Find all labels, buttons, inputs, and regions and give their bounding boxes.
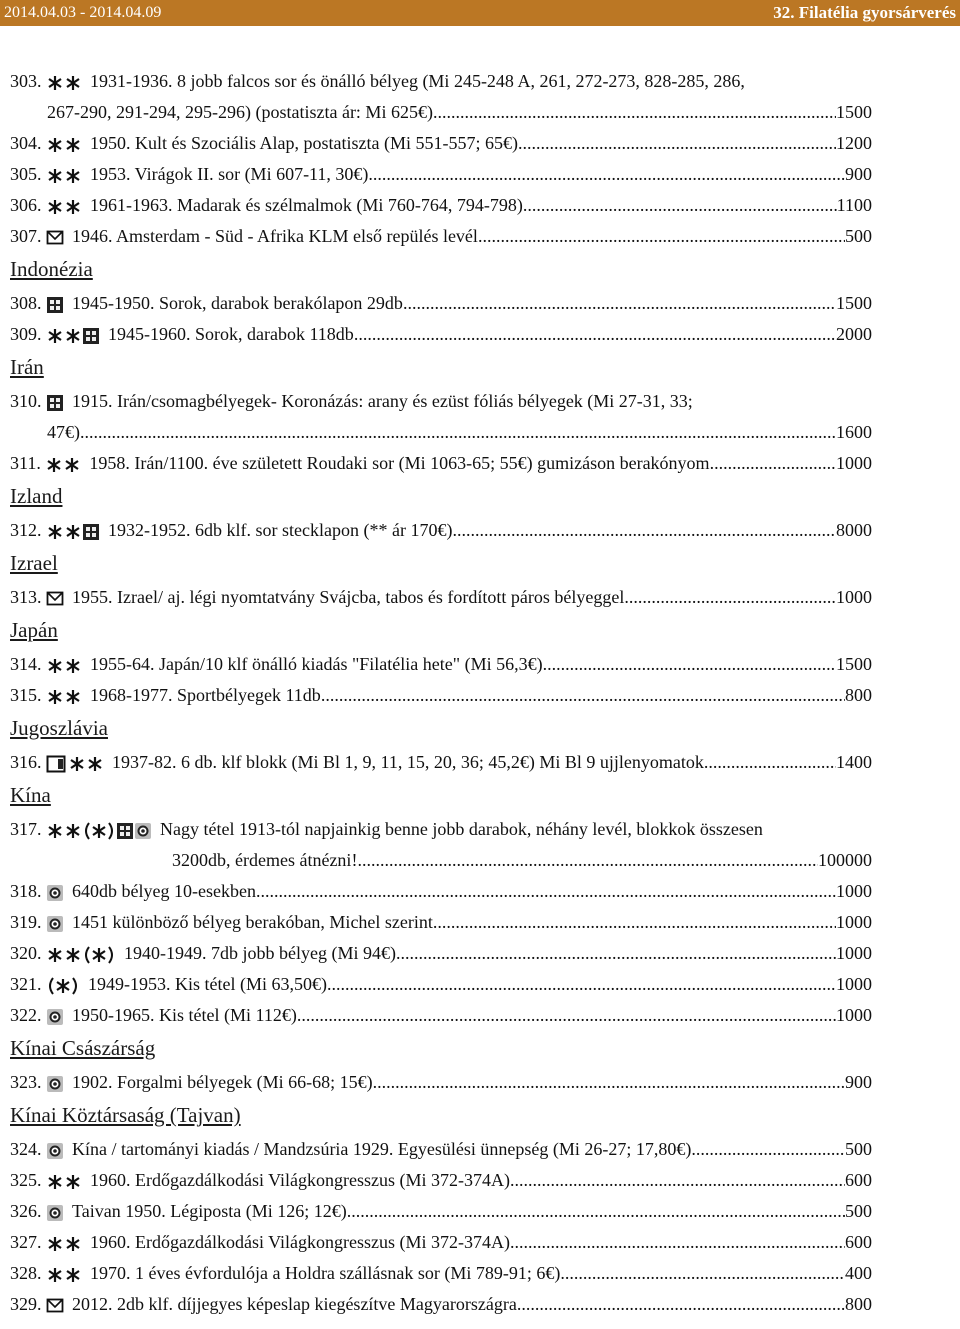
lot-row xyxy=(10,319,872,350)
mint-never-hinged-icon xyxy=(46,821,82,841)
leader-dots xyxy=(368,159,845,190)
lot-description: 1968-1977. Sportbélyegek 11db xyxy=(90,685,321,705)
lot-price: 600 xyxy=(845,1170,872,1190)
lot-number: 304. xyxy=(10,133,46,153)
hinged-icon xyxy=(82,821,116,841)
used-cancelled-icon xyxy=(46,1203,64,1223)
lot-icons xyxy=(46,1289,64,1320)
leader-dots xyxy=(256,876,836,907)
lot-row xyxy=(10,386,872,417)
leader-dots xyxy=(518,128,836,159)
lot-price: 100000 xyxy=(818,850,872,870)
lot-icons xyxy=(46,288,64,319)
leader-dots xyxy=(396,938,836,969)
lot-number: 315. xyxy=(10,685,46,705)
lot-row xyxy=(10,876,872,907)
country-heading: Kínai Császárság xyxy=(10,1036,156,1060)
lot-row xyxy=(10,128,872,159)
lot-price: 400 xyxy=(845,1263,872,1283)
used-cancelled-icon xyxy=(46,1141,64,1161)
lot-row xyxy=(10,649,872,680)
lot-price: 1600 xyxy=(836,422,872,442)
lot-icons xyxy=(46,1000,64,1031)
lot-price: 1000 xyxy=(836,1005,872,1025)
mint-never-hinged-icon xyxy=(46,73,82,93)
leader-dots xyxy=(354,319,836,350)
lot-description: 1950. Kult és Szociális Alap, postatiszta (Mi 551-557; 65€) xyxy=(90,133,518,153)
lot-row-continuation xyxy=(10,417,872,448)
leader-dots xyxy=(523,190,837,221)
lot-description: 1945-1950. Sorok, darabok berakólapon 29db xyxy=(72,293,403,313)
lot-icons xyxy=(45,448,81,479)
lot-description: 1915. Irán/csomagbélyegek- Koronázás: arany és ezüst fóliás bélyegek (Mi 27-31, 33; xyxy=(72,391,693,411)
lot-row xyxy=(10,448,872,479)
lot-price: 600 xyxy=(845,1232,872,1252)
lot-description: 1953. Virágok II. sor (Mi 607-11, 30€) xyxy=(90,164,369,184)
mint-never-hinged-icon xyxy=(46,326,82,346)
lot-row xyxy=(10,1165,872,1196)
lot-number: 305. xyxy=(10,164,46,184)
lot-description: Taivan 1950. Légiposta (Mi 126; 12€) xyxy=(72,1201,347,1221)
lot-description: 47€)... xyxy=(47,422,94,442)
lot-description: 1960. Erdőgazdálkodási Világkongresszus (Mi 372-374A) xyxy=(90,1232,511,1252)
leader-dots xyxy=(327,969,836,1000)
lot-description: 1945-1960. Sorok, darabok 118db xyxy=(108,324,354,344)
used-cancelled-icon xyxy=(46,914,64,934)
lot-price: 1500 xyxy=(836,293,872,313)
lot-number: 312. xyxy=(10,520,46,540)
lot-number: 316. xyxy=(10,752,46,772)
lot-number: 307. xyxy=(10,226,46,246)
lot-price: 1100 xyxy=(836,195,872,215)
leader-dots xyxy=(94,417,837,448)
lot-price: 1400 xyxy=(836,752,872,772)
lot-description: 1932-1952. 6db klf. sor stecklapon (** ár 170€) xyxy=(108,520,453,540)
page-header xyxy=(0,0,960,26)
mint-never-hinged-icon xyxy=(46,166,82,186)
used-cancelled-icon xyxy=(134,821,152,841)
lot-icons xyxy=(46,159,82,190)
lot-description: 1960. Erdőgazdálkodási Világkongresszus (Mi 372-374A) xyxy=(90,1170,511,1190)
cover-envelope-icon xyxy=(46,589,64,609)
lot-icons xyxy=(46,649,82,680)
lot-row xyxy=(10,907,872,938)
country-heading: Kínai Köztársaság (Tajvan) xyxy=(10,1103,241,1127)
lot-row xyxy=(10,582,872,613)
lot-row xyxy=(10,1227,872,1258)
lot-description: 1931-1936. 8 jobb falcos sor és önálló bélyeg (Mi 245-248 A, 261, 272-273, 828-285, 286, xyxy=(90,71,745,91)
leader-dots xyxy=(403,288,836,319)
used-cancelled-icon xyxy=(46,1007,64,1027)
lot-number: 325. xyxy=(10,1170,46,1190)
leader-dots xyxy=(510,1227,845,1258)
lot-row xyxy=(10,814,872,845)
lot-icons xyxy=(46,1134,64,1165)
cover-envelope-icon xyxy=(46,228,64,248)
lot-number: 321. xyxy=(10,974,46,994)
lot-row xyxy=(10,1134,872,1165)
lot-price: 1500 xyxy=(836,102,872,122)
lot-icons xyxy=(46,319,100,350)
lot-number: 328. xyxy=(10,1263,46,1283)
lot-number: 314. xyxy=(10,654,46,674)
lot-price: 800 xyxy=(845,1294,872,1314)
lot-description: 1950-1965. Kis tétel (Mi 112€) xyxy=(72,1005,297,1025)
used-cancelled-icon xyxy=(46,1074,64,1094)
lot-number: 327. xyxy=(10,1232,46,1252)
lot-icons xyxy=(46,876,64,907)
leader-dots xyxy=(704,747,836,778)
cover-envelope-icon xyxy=(46,1296,64,1316)
lot-price: 1000 xyxy=(836,943,872,963)
mint-never-hinged-icon xyxy=(68,754,104,774)
lot-description: 1902. Forgalmi bélyegek (Mi 66-68; 15€) xyxy=(72,1072,373,1092)
lot-number: 306. xyxy=(10,195,46,215)
lot-description: Kína / tartományi kiadás / Mandzsúria 1929. Egyesülési ünnepség (Mi 26-27; 17,80€) xyxy=(72,1139,692,1159)
lot-icons xyxy=(46,938,116,969)
stockpage-icon xyxy=(82,522,100,542)
lot-description: Nagy tétel 1913-tól napjainkig benne jobb darabok, néhány levél, blokkok összesen xyxy=(160,819,763,839)
stockpage-icon xyxy=(82,326,100,346)
leader-dots xyxy=(691,1134,845,1165)
lot-price: 500 xyxy=(845,1139,872,1159)
mint-never-hinged-icon xyxy=(46,1234,82,1254)
lot-description: 1970. 1 éves évfordulója a Holdra szállásnak sor (Mi 789-91; 6€) xyxy=(90,1263,561,1283)
lot-price: 1000 xyxy=(836,587,872,607)
lot-row xyxy=(10,159,872,190)
lot-row xyxy=(10,969,872,1000)
lot-row xyxy=(10,1000,872,1031)
lot-price: 800 xyxy=(845,685,872,705)
lot-icons xyxy=(46,190,82,221)
leader-dots xyxy=(624,582,836,613)
lot-row xyxy=(10,747,872,778)
lot-row xyxy=(10,288,872,319)
lot-number: 310. xyxy=(10,391,46,411)
hinged-icon xyxy=(82,945,116,965)
mint-never-hinged-icon xyxy=(46,135,82,155)
used-cancelled-icon xyxy=(46,883,64,903)
lot-icons xyxy=(46,747,104,778)
lot-description: 1940-1949. 7db jobb bélyeg (Mi 94€) xyxy=(124,943,396,963)
mint-never-hinged-icon xyxy=(45,455,81,475)
lot-icons xyxy=(46,66,82,97)
leader-dots xyxy=(347,1196,845,1227)
lot-number: 323. xyxy=(10,1072,46,1092)
leader-dots xyxy=(710,448,836,479)
lot-row-continuation xyxy=(10,97,872,128)
lot-icons xyxy=(46,1227,82,1258)
lot-number: 324. xyxy=(10,1139,46,1159)
lot-description: 267-290, 291-294, 295-296) (postatiszta ár: Mi 625€) xyxy=(47,102,433,122)
lot-description: 2012. 2db klf. díjjegyes képeslap kiegészítve Magyarországra xyxy=(72,1294,517,1314)
lot-price: 2000 xyxy=(836,324,872,344)
lot-icons xyxy=(46,1067,64,1098)
stockpage-icon xyxy=(116,821,134,841)
lot-description: 1955. Izrael/ aj. légi nyomtatvány Svájcba, tabos és fordított páros bélyeggel xyxy=(72,587,625,607)
lot-number: 318. xyxy=(10,881,46,901)
leader-dots xyxy=(543,649,836,680)
lot-price: 900 xyxy=(845,1072,872,1092)
leader-dots xyxy=(478,221,845,252)
lot-description: 1949-1953. Kis tétel (Mi 63,50€) xyxy=(88,974,327,994)
mint-never-hinged-icon xyxy=(46,1172,82,1192)
lot-number: 326. xyxy=(10,1201,46,1221)
country-heading: Irán xyxy=(10,355,44,379)
lot-price: 8000 xyxy=(836,520,872,540)
lot-icons xyxy=(46,680,82,711)
lot-icons xyxy=(46,814,152,845)
country-heading: Kína xyxy=(10,783,51,807)
lot-icons xyxy=(46,1196,64,1227)
country-heading: Izland xyxy=(10,484,63,508)
lot-description: 1937-82. 6 db. klf blokk (Mi Bl 1, 9, 11, 15, 20, 36; 45,2€) Mi Bl 9 ujjlenyomatok xyxy=(112,752,704,772)
lot-icons xyxy=(46,128,82,159)
lot-number: 320. xyxy=(10,943,46,963)
hinged-icon xyxy=(46,976,80,996)
lot-icons xyxy=(46,582,64,613)
lot-price: 1000 xyxy=(836,974,872,994)
lot-number: 311. xyxy=(10,453,46,473)
auction-dates: 2014.04.03 - 2014.04.09 xyxy=(4,4,162,21)
leader-dots xyxy=(297,1000,836,1031)
lot-row xyxy=(10,680,872,711)
lot-icons xyxy=(46,515,100,546)
mint-never-hinged-icon xyxy=(46,687,82,707)
country-heading: Japán xyxy=(10,618,58,642)
lot-icons xyxy=(46,1258,82,1289)
lot-row xyxy=(10,1196,872,1227)
lot-description: 1451 különböző bélyeg berakóban, Michel szerint xyxy=(72,912,433,932)
lot-row xyxy=(10,190,872,221)
souvenir-sheet-icon xyxy=(46,754,68,774)
lot-price: 500 xyxy=(845,1201,872,1221)
lot-number: 329. xyxy=(10,1294,46,1314)
leader-dots xyxy=(357,845,818,876)
lot-row-continuation xyxy=(10,845,872,876)
lot-price: 1000 xyxy=(836,881,872,901)
mint-never-hinged-icon xyxy=(46,945,82,965)
lot-icons xyxy=(46,1165,82,1196)
lot-description: 1961-1963. Madarak és szélmalmok (Mi 760-764, 794-798) xyxy=(90,195,523,215)
stockpage-icon xyxy=(46,393,64,413)
mint-never-hinged-icon xyxy=(46,1265,82,1285)
leader-dots xyxy=(321,680,845,711)
leader-dots xyxy=(433,907,836,938)
lot-number: 309. xyxy=(10,324,46,344)
lot-row xyxy=(10,938,872,969)
lot-price: 500 xyxy=(845,226,872,246)
stockpage-icon xyxy=(46,295,64,315)
lot-number: 303. xyxy=(10,71,46,91)
lot-row xyxy=(10,1289,872,1320)
leader-dots xyxy=(433,97,836,128)
lot-number: 308. xyxy=(10,293,46,313)
country-heading: Jugoszlávia xyxy=(10,716,108,740)
lot-icons xyxy=(46,221,64,252)
lot-price: 1500 xyxy=(836,654,872,674)
lot-list xyxy=(10,66,872,1320)
lot-icons xyxy=(46,386,64,417)
lot-price: 1000 xyxy=(836,912,872,932)
leader-dots xyxy=(452,515,836,546)
lot-icons xyxy=(46,907,64,938)
lot-row xyxy=(10,1067,872,1098)
lot-row xyxy=(10,1258,872,1289)
leader-dots xyxy=(517,1289,845,1320)
auction-title: 32. Filatélia gyorsárverés xyxy=(773,3,956,22)
lot-price: 1200 xyxy=(836,133,872,153)
lot-number: 313. xyxy=(10,587,46,607)
lot-description: 1958. Irán/1100. éve született Roudaki sor (Mi 1063-65; 55€) gumizáson berakónyom xyxy=(89,453,710,473)
lot-icons xyxy=(46,969,80,1000)
lot-price: 1000 xyxy=(836,453,872,473)
lot-price: 900 xyxy=(845,164,872,184)
leader-dots xyxy=(373,1067,845,1098)
leader-dots xyxy=(510,1165,845,1196)
mint-never-hinged-icon xyxy=(46,197,82,217)
lot-row xyxy=(10,66,872,97)
lot-number: 319. xyxy=(10,912,46,932)
lot-row xyxy=(10,221,872,252)
lot-description: 1946. Amsterdam - Süd - Afrika KLM első repülés levél xyxy=(72,226,478,246)
leader-dots xyxy=(560,1258,845,1289)
lot-number: 322. xyxy=(10,1005,46,1025)
mint-never-hinged-icon xyxy=(46,656,82,676)
lot-number: 317. xyxy=(10,819,46,839)
lot-description: 1955-64. Japán/10 klf önálló kiadás "Filatélia hete" (Mi 56,3€) xyxy=(90,654,543,674)
mint-never-hinged-icon xyxy=(46,522,82,542)
lot-description: 3200db, érdemes átnézni! xyxy=(172,850,358,870)
country-heading: Izrael xyxy=(10,551,58,575)
lot-row xyxy=(10,515,872,546)
lot-description: 640db bélyeg 10-esekben xyxy=(72,881,256,901)
country-heading: Indonézia xyxy=(10,257,93,281)
